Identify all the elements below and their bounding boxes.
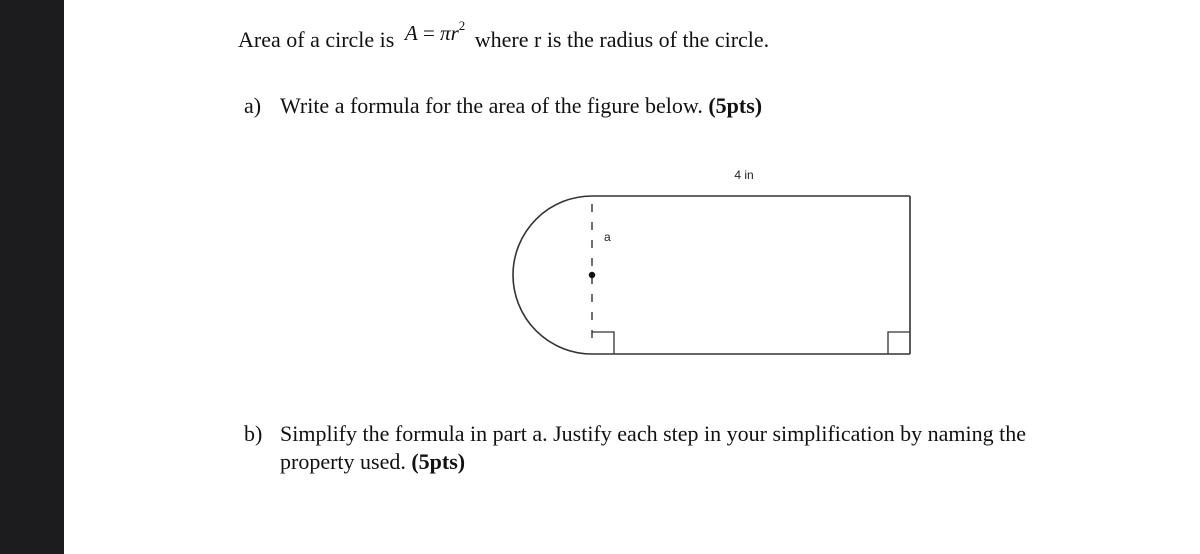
formula-area-variable: A	[404, 21, 418, 45]
formula-exponent: 2	[458, 18, 466, 33]
right-angle-marker-left	[592, 332, 614, 354]
circle-center-dot	[589, 272, 595, 278]
length-label: 4 in	[734, 168, 754, 182]
intro-prefix: Area of a circle is	[238, 27, 395, 52]
radius-label: a	[604, 230, 611, 244]
formula-radius: r	[450, 21, 459, 45]
semicircle-arc	[513, 196, 592, 354]
question-b-prompt: Simplify the formula in part a. Justify each step in your simplification by naming the property used.	[280, 421, 1027, 474]
formula-equals: =	[422, 21, 435, 45]
formula-pi: π	[440, 21, 451, 45]
question-a-prompt: Write a formula for the area of the figure below.	[280, 93, 703, 118]
question-b-letter: b)	[244, 421, 263, 446]
question-b-points: (5pts)	[411, 449, 466, 474]
intro-suffix: where r is the radius of the circle.	[474, 27, 770, 52]
question-a-points: (5pts)	[708, 93, 763, 118]
question-b-text	[280, 420, 1100, 476]
right-angle-marker-right	[888, 332, 910, 354]
question-a-letter: a)	[244, 93, 262, 118]
